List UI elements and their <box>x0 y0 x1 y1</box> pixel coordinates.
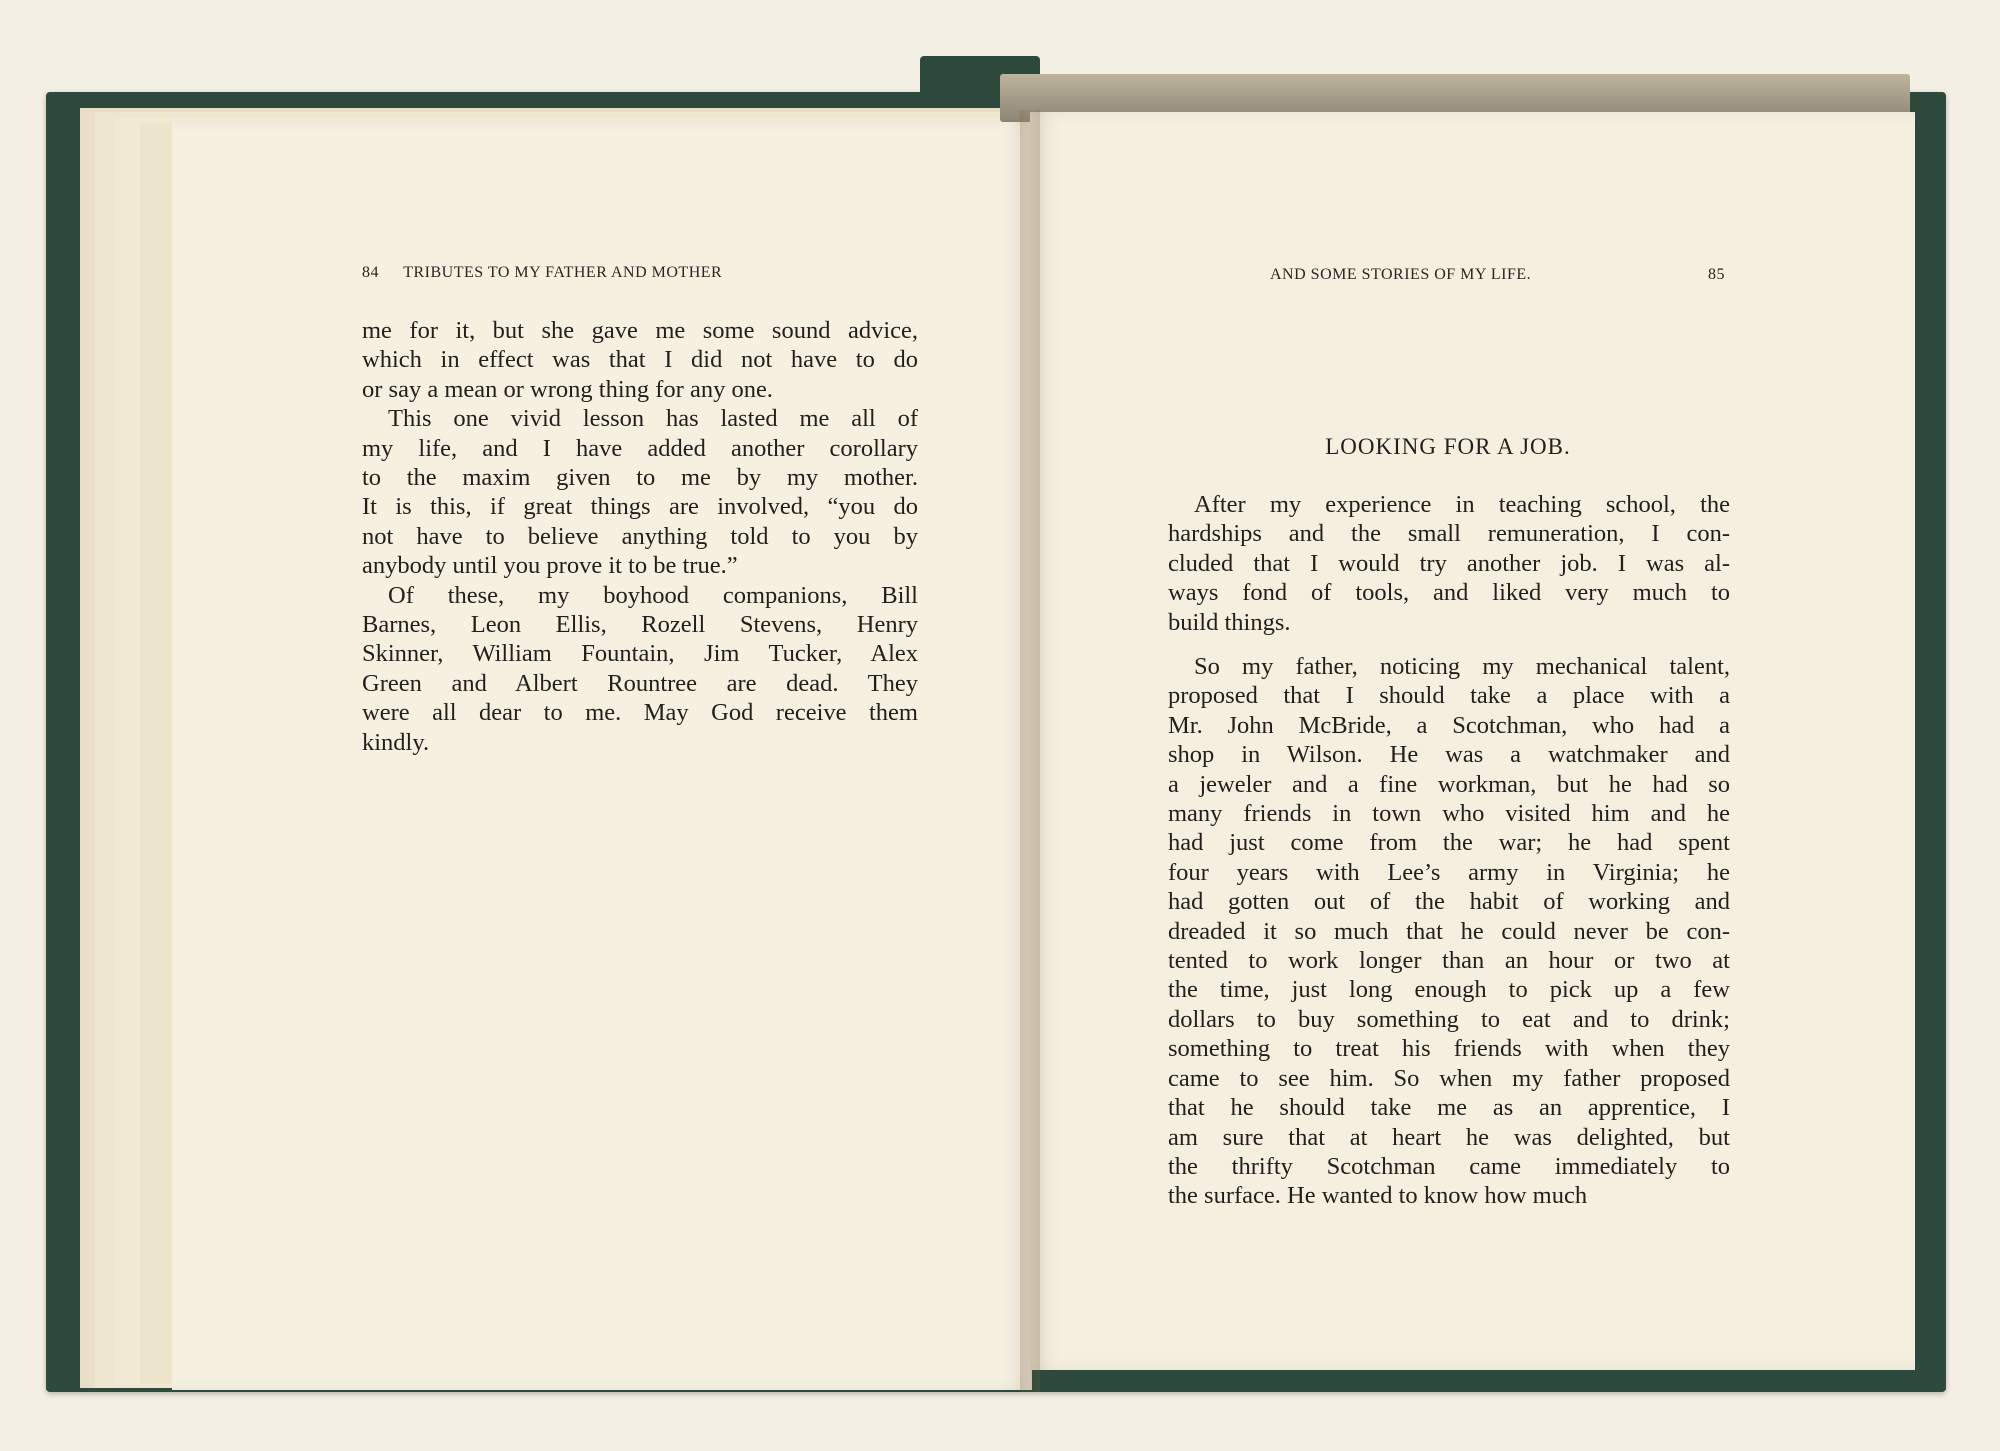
text-line: the time, just long enough to pick up a few <box>1168 976 1730 1004</box>
text-line: After my experience in teaching school, the <box>1194 491 1730 518</box>
text-line: the surface. He wanted to know how much <box>1168 1182 1588 1210</box>
text-line: the thrifty Scotchman came immediately to <box>1168 1152 1730 1180</box>
text-line: my life, and I have added another corollary <box>362 434 918 462</box>
text-line: to the maxim given to me by my mother. <box>362 464 918 492</box>
right-page-number: 85 <box>1708 266 1725 283</box>
text-line: Green and Albert Rountree are dead. They <box>362 669 918 697</box>
left-page-text <box>362 316 918 757</box>
text-line: four years with Lee’s army in Virginia; he <box>1168 858 1730 886</box>
text-line: something to treat his friends with when they <box>1168 1035 1730 1063</box>
right-paragraph-1 <box>1168 490 1730 637</box>
left-running-title: TRIBUTES TO MY FATHER AND MOTHER <box>403 264 723 281</box>
text-line: kindly. <box>362 728 430 756</box>
book-gutter <box>1020 110 1040 1392</box>
text-line: ways fond of tools, and liked very much to <box>1168 579 1730 607</box>
text-line: So my father, noticing my mechanical talent, <box>1194 653 1730 680</box>
text-line: This one vivid lesson has lasted me all of <box>388 405 918 433</box>
text-line: proposed that I should take a place with a <box>1168 682 1730 710</box>
text-line: came to see him. So when my father proposed <box>1168 1064 1730 1092</box>
text-line: many friends in town who visited him and he <box>1168 800 1730 828</box>
text-line: had gotten out of the habit of working and <box>1168 888 1730 916</box>
right-running-title: AND SOME STORIES OF MY LIFE. <box>1270 266 1532 283</box>
text-line: were all dear to me. May God receive them <box>362 699 918 727</box>
text-line: build things. <box>1168 608 1291 636</box>
text-line: am sure that at heart he was delighted, but <box>1168 1123 1730 1151</box>
text-line: me for it, but she gave me some sound advice, <box>362 317 918 344</box>
text-line: Of these, my boyhood companions, Bill <box>388 581 918 609</box>
right-paragraph-2 <box>1168 652 1730 1211</box>
text-line: shop in Wilson. He was a watchmaker and <box>1168 741 1730 769</box>
text-line: that he should take me as an apprentice, I <box>1168 1094 1730 1122</box>
text-line: It is this, if great things are involved, “you do <box>362 493 918 521</box>
text-line: Barnes, Leon Ellis, Rozell Stevens, Henry <box>362 611 918 639</box>
text-line: tented to work longer than an hour or two at <box>1168 947 1730 975</box>
text-line: Skinner, William Fountain, Jim Tucker, Alex <box>362 640 918 668</box>
text-line: Mr. John McBride, a Scotchman, who had a <box>1168 711 1730 739</box>
text-line: dreaded it so much that he could never be con- <box>1168 917 1730 945</box>
chapter-title: LOOKING FOR A JOB. <box>1325 434 1571 459</box>
text-line: cluded that I would try another job. I was al- <box>1168 549 1730 577</box>
text-line: which in effect was that I did not have to do <box>362 346 918 374</box>
text-line: had just come from the war; he had spent <box>1168 829 1730 857</box>
left-running-head <box>362 264 722 282</box>
text-line: anybody until you prove it to be true.” <box>362 552 738 580</box>
left-page-number: 84 <box>362 264 379 281</box>
text-line: a jeweler and a fine workman, but he had so <box>1168 770 1730 798</box>
text-line: not have to believe anything told to you by <box>362 522 918 550</box>
text-line: hardships and the small remuneration, I con- <box>1168 520 1730 548</box>
text-line: or say a mean or wrong thing for any one. <box>362 375 773 403</box>
text-line: dollars to buy something to eat and to drink; <box>1168 1005 1730 1033</box>
